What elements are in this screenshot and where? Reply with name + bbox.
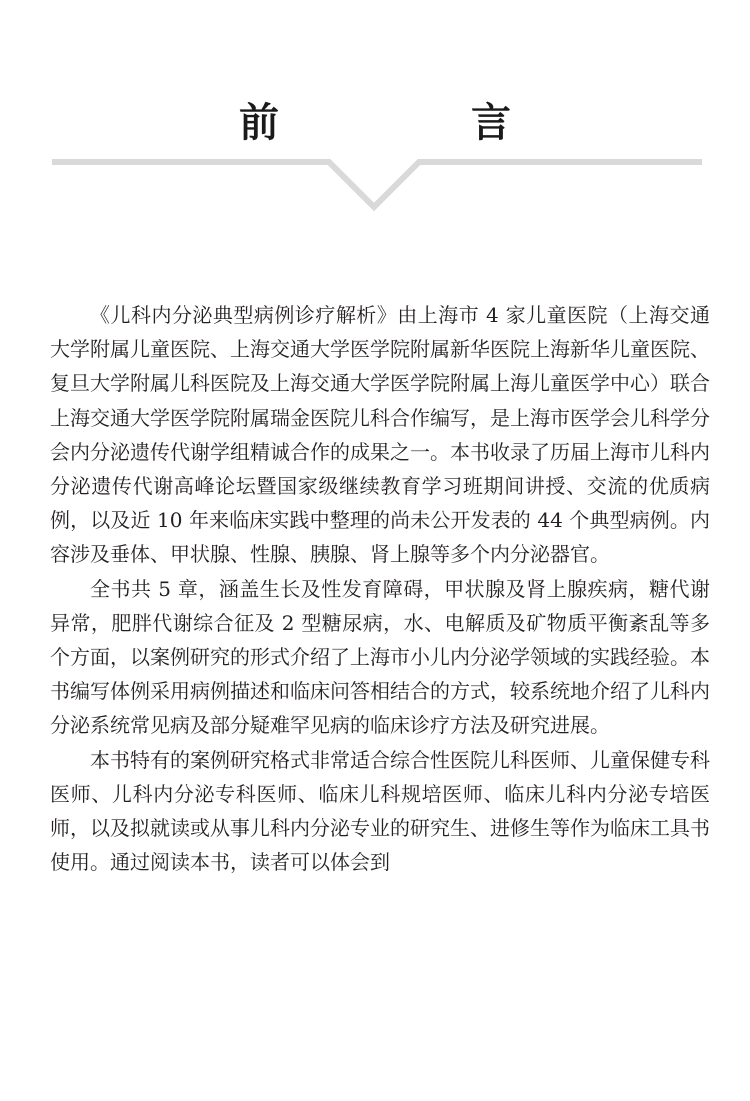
paragraph-2: 全书共 5 章，涵盖生长及性发育障碍，甲状腺及肾上腺疾病，糖代谢异常，肥胖代谢综合征及 2 型糖尿病，水、电解质及矿物质平衡紊乱等多个方面，以案例研究的形式介绍了上海市小儿内分泌学领域的实践经验。本书编写体例采用病例描述和临床问答相结合的方式，较系统地介绍了儿科内分泌系统常见病及部分疑难罕见病的临床诊疗方法及研究进展。 bbox=[50, 576, 710, 738]
preface-body bbox=[50, 298, 710, 879]
title-divider bbox=[0, 148, 750, 218]
divider-line bbox=[52, 162, 702, 207]
paragraph-1: 《儿科内分泌典型病例诊疗解析》由上海市 4 家儿童医院（上海交通大学附属儿童医院、上海交通大学医学院附属新华医院上海新华儿童医院、复旦大学附属儿科医院及上海交通大学医学院附属上海儿童医学中心）联合上海交通大学医学院附属瑞金医院儿科合作编写，是上海市医学会儿科学分会内分泌遗传代谢学组精诚合作的成果之一。本书收录了历届上海市儿科内分泌遗传代谢高峰论坛暨国家级继续教育学习班期间讲授、交流的优质病例，以及近 10 年来临床实践中整理的尚未公开发表的 44 个典型病例。内容涉及垂体、甲状腺、性腺、胰腺、肾上腺等多个内分泌器官。 bbox=[50, 303, 710, 567]
page-title: 前 言 bbox=[239, 99, 587, 146]
paragraph-3: 本书特有的案例研究格式非常适合综合性医院儿科医师、儿童保健专科医师、儿科内分泌专科医师、临床儿科规培医师、临床儿科内分泌专培医师，以及拟就读或从事儿科内分泌专业的研究生、进修生等作为临床工具书使用。通过阅读本书，读者可以体会到 bbox=[50, 747, 710, 875]
